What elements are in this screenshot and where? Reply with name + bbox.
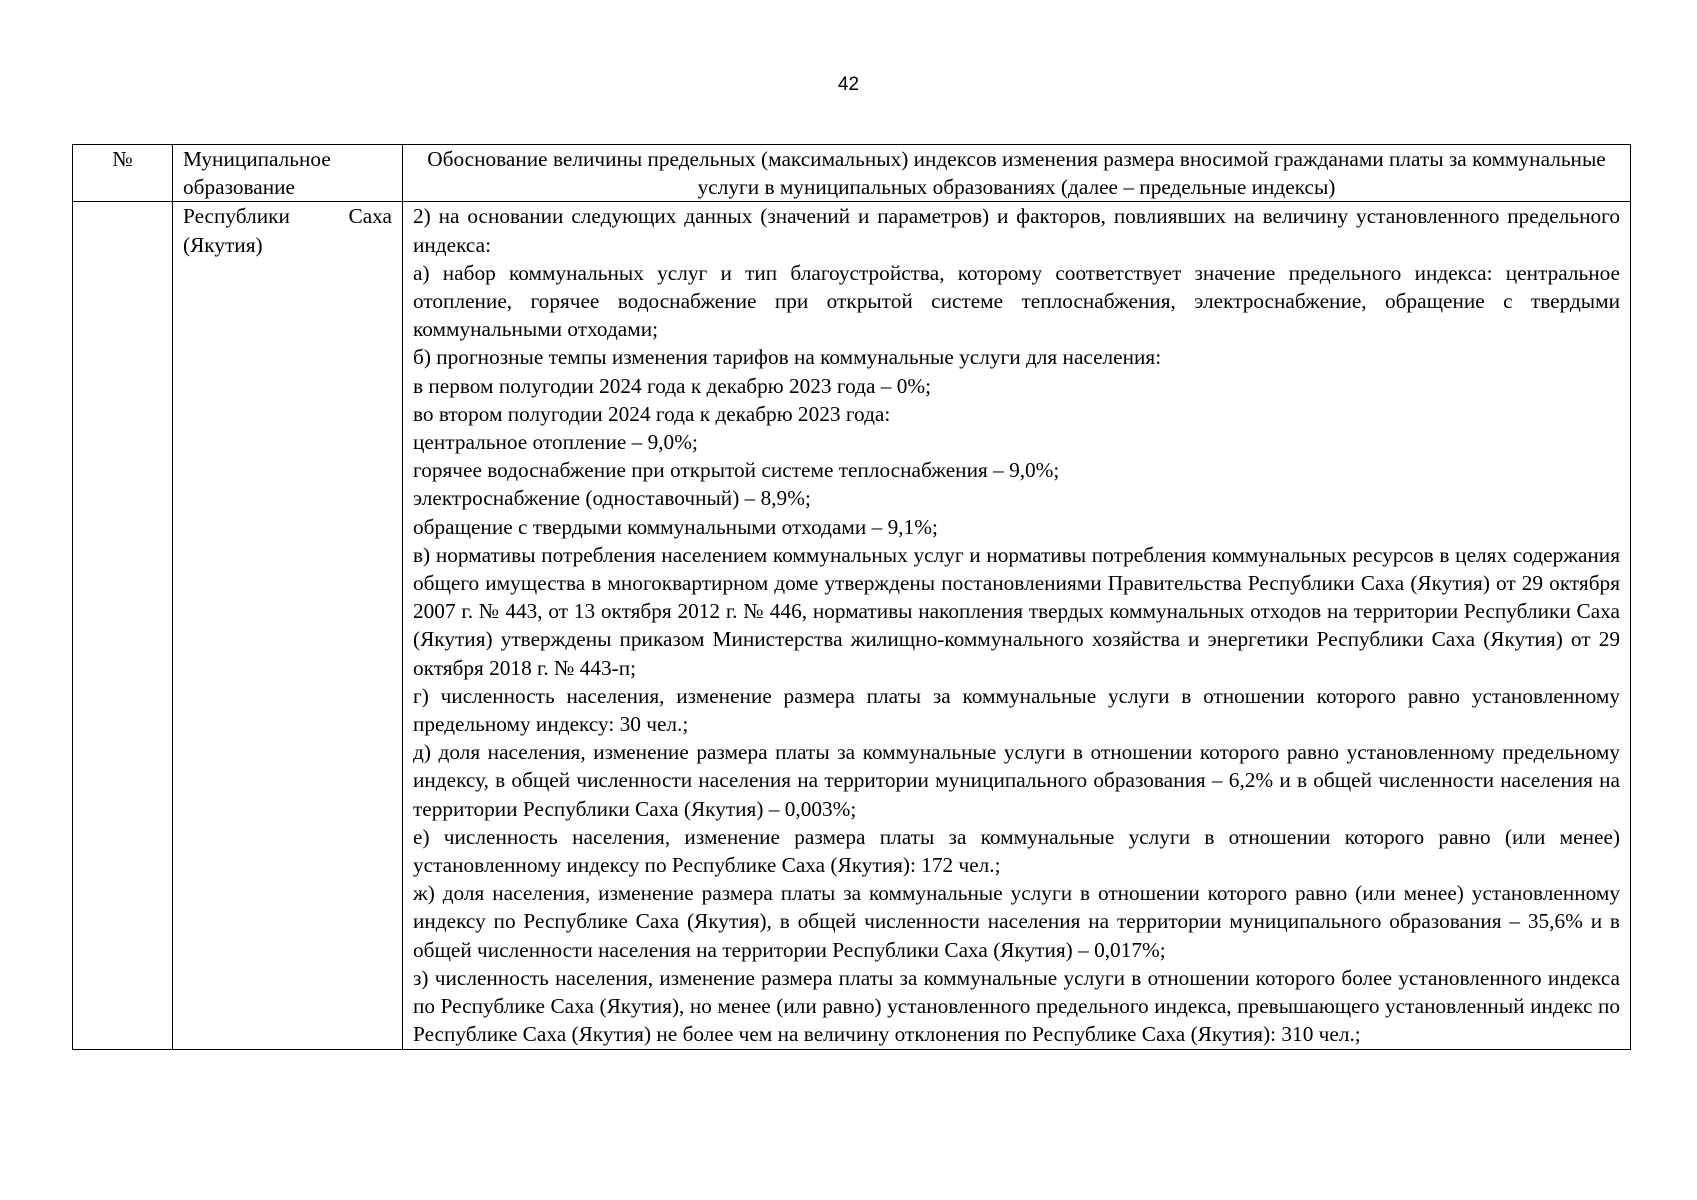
- row-number-cell: [73, 202, 173, 1049]
- paragraph-v: в) нормативы потребления населением коммунальных услуг и нормативы потребления коммунальных ресурсов в целях содержания общего имущества в многоквартирном доме утверждены постановлениями Правительства Республики Саха (Якутия) от 29 октября 2007 г. № 443, от 13 октября 2012 г. № 446, нормативы накопления твердых коммунальных отходов на территории Республики Саха (Якутия) утверждены приказом Министерства жилищно-коммунального хозяйства и энергетики Республики Саха (Якутия) от 29 октября 2018 г. № 443-п;: [413, 542, 1620, 680]
- paragraph-b-waste: обращение с твердыми коммунальными отходами – 9,1%;: [413, 514, 938, 539]
- table-body: [73, 202, 1631, 1049]
- paragraph-b-second-half: во втором полугодии 2024 года к декабрю 2023 года:: [413, 401, 891, 426]
- table-row: [73, 202, 1631, 1049]
- table-header: [73, 145, 1631, 202]
- municipality-line-2: (Якутия): [183, 232, 263, 257]
- paragraph-b-hot-water: горячее водоснабжение при открытой системе теплоснабжения – 9,0%;: [413, 458, 1060, 483]
- paragraph-g: г) численность населения, изменение размера платы за коммунальные услуги в отношении которого равно установленному предельному индексу: 30 чел.;: [413, 683, 1620, 737]
- page-number: 42: [837, 74, 860, 95]
- header-row: [73, 145, 1631, 202]
- paragraph-b-electricity: электроснабжение (одноставочный) – 8,9%;: [413, 486, 811, 511]
- paragraph-b: б) прогнозные темпы изменения тарифов на коммунальные услуги для населения:: [413, 345, 1162, 370]
- paragraph-z: з) численность населения, изменение размера платы за коммунальные услуги в отношении которого более установленного индекса по Республике Саха (Якутия), но менее (или равно) установленного предельного индекса, превышающего установленный индекс по Республике Саха (Якутия) не более чем на величину отклонения по Республике Саха (Якутия): 310 чел.;: [413, 965, 1620, 1047]
- column-header-justification: Обоснование величины предельных (максимальных) индексов изменения размера вносимой гражданами платы за коммунальные услуги в муниципальных образованиях (далее – предельные индексы): [403, 145, 1631, 202]
- paragraph-intro: 2) на основании следующих данных (значений и параметров) и факторов, повлиявших на величину установленного предельного индекса:: [413, 204, 1620, 257]
- paragraph-d: д) доля населения, изменение размера платы за коммунальные услуги в отношении которого равно установленному предельному индексу, в общей численности населения на территории муниципального образования – 6,2% и в общей численности населения на территории Республики Саха (Якутия) – 0,003%;: [413, 740, 1620, 821]
- municipality-line-1: Республики Саха: [183, 204, 392, 229]
- paragraph-b-first-half: в первом полугодии 2024 года к декабрю 2023 года – 0%;: [413, 373, 932, 398]
- municipality-cell: [173, 202, 403, 1049]
- column-header-number: №: [73, 145, 173, 202]
- paragraph-zh: ж) доля населения, изменение размера платы за коммунальные услуги в отношении которого равно (или менее) установленному индексу по Республике Саха (Якутия), в общей численности населения на территории муниципального образования – 35,6% и в общей численности населения на территории Республики Саха (Якутия) – 0,017%;: [413, 881, 1620, 962]
- paragraph-b-heating: центральное отопление – 9,0%;: [413, 430, 698, 455]
- column-header-municipality: Муниципальное образование: [173, 145, 403, 202]
- paragraph-a: а) набор коммунальных услуг и тип благоустройства, которому соответствует значение предельного индекса: центральное отопление, горячее водоснабжение при открытой системе теплоснабжения, электроснабжение, обращение с твердыми коммунальными отходами;: [413, 260, 1620, 342]
- indices-table: [72, 144, 1631, 1050]
- justification-cell: [403, 202, 1631, 1049]
- paragraph-e: е) численность населения, изменение размера платы за коммунальные услуги в отношении которого равно (или менее) установленному индексу по Республике Саха (Якутия): 172 чел.;: [413, 824, 1620, 878]
